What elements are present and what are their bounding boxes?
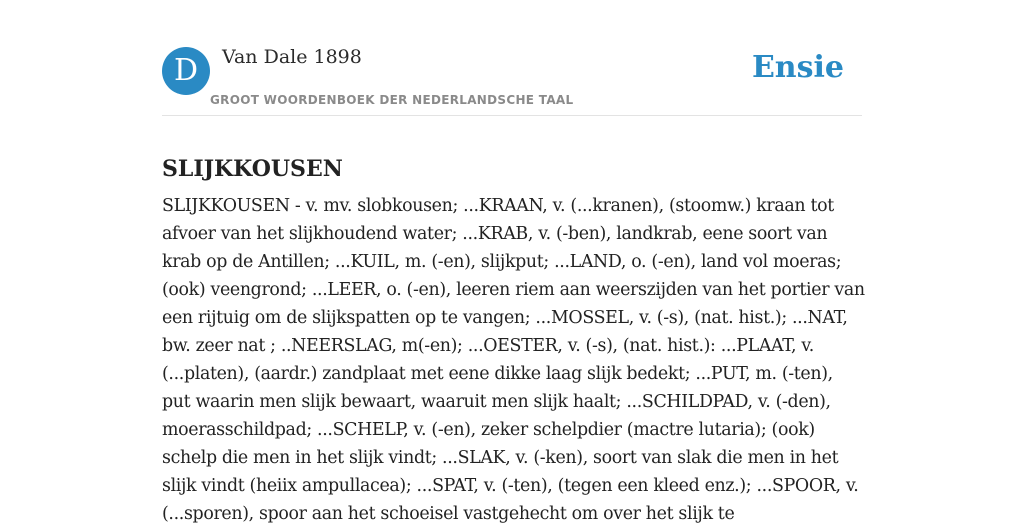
source-header [162, 0, 862, 116]
source-subtitle: GROOT WOORDENBOEK DER NEDERLANDSCHE TAAL [210, 93, 574, 107]
source-title-link[interactable]: Van Dale 1898 [222, 46, 362, 68]
entry-definition: SLIJKKOUSEN - v. mv. slobkousen; ...KRAAN, v. (...kranen), (stoomw.) kraan tot afvoer van het slijkhoudend water; ...KRAB, v. (-ben), landkrab, eene soort van krab op de Antillen; ...KUIL, m. (-en), slijkput; ...LAND, o. (-en), land vol moeras; (ook) veengrond; ...LEER, o. (-en), leeren riem aan weerszijden van het portier van een rijtuig om de slijkspatten op te vangen; ...MOSSEL, v. (-s), (nat. hist.); ...NAT, bw. zeer nat ; ..NEERSLAG, m(-en); ...OESTER, v. (-s), (nat. hist.): ...PLAAT, v. (...platen), (aardr.) zandplaat met eene dikke laag slijk bedekt; ...PUT, m. (-ten), put waarin men slijk bewaart, waaruit men slijk haalt; ...SCHILDPAD, v. (-den), moerasschildpad; ...SCHELP, v. (-en), zeker schelpdier (mactre lutaria); (ook) schelp die men in het slijk vindt; ...SLAK, v. (-ken), soort van slak die men in het slijk vindt (heiix ampullacea); ...SPAT, v. (-ten), (tegen een kleed enz.); ...SPOOR, v. (...sporen), spoor aan het schoeisel vastgehecht om over het slijk te [162, 196, 865, 524]
dictionary-page [162, 0, 865, 524]
entry-headword: SLIJKKOUSEN [162, 155, 343, 182]
brand-logo[interactable]: Ensie [751, 50, 844, 85]
source-avatar[interactable]: D [162, 47, 210, 95]
